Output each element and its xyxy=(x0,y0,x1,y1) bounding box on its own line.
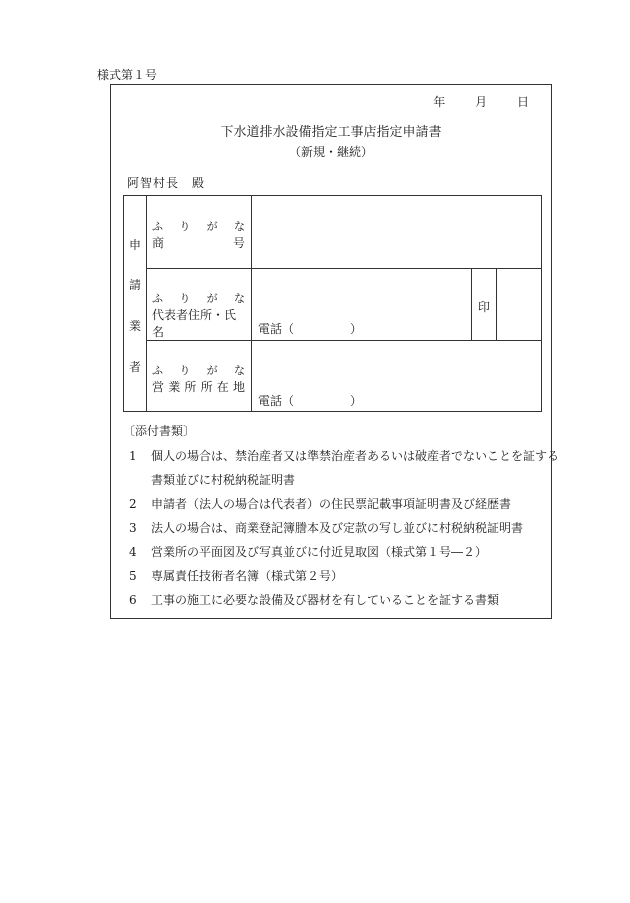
date-year: 年 xyxy=(433,95,446,109)
trade-name-row xyxy=(146,196,541,269)
representative-label: 代表者住所・氏名 xyxy=(152,308,237,339)
applicant-header-char: 請 xyxy=(128,278,141,292)
attachments-title: 〔添付書類〕 xyxy=(123,424,196,438)
representative-phone: 電話（ ） xyxy=(258,322,363,336)
applicant-header-char: 者 xyxy=(128,360,141,374)
form-number: 様式第１号 xyxy=(97,68,158,82)
applicant-table xyxy=(123,195,542,412)
application-form-frame xyxy=(110,84,560,619)
trade-name-furigana: ふ り が な xyxy=(152,220,245,233)
attachment-item: 1 個人の場合は、禁治産者又は準禁治産者あるいは破産者でないことを証する xyxy=(129,449,560,463)
date-day: 日 xyxy=(516,95,529,109)
attachment-item: 6 工事の施工に必要な設備及び器材を有していることを証する書類 xyxy=(129,593,500,607)
representative-furigana: ふ り が な xyxy=(152,292,245,305)
applicant-header-char: 業 xyxy=(128,319,141,333)
representative-row xyxy=(146,268,541,341)
trade-name-label: 商 号 xyxy=(152,236,245,250)
office-label-cell xyxy=(146,340,252,411)
attachment-item: 5 専属責任技術者名簿（様式第２号） xyxy=(129,569,344,583)
office-label: 営 業 所 所 在 地 xyxy=(152,380,245,394)
form-title: 下水道排水設備指定工事店指定申請書 xyxy=(220,125,442,140)
attachment-item: 4 営業所の平面図及び写真並びに付近見取図（様式第１号―２） xyxy=(129,545,488,559)
office-row xyxy=(146,340,541,411)
attachment-item-continuation: 書類並びに村税納税証明書 xyxy=(151,473,296,487)
seal-mark: 印 xyxy=(477,300,490,314)
seal-column xyxy=(471,268,497,340)
form-subtitle: （新規・継続） xyxy=(288,145,373,159)
office-furigana: ふ り が な xyxy=(152,364,245,377)
attachment-item: 3 法人の場合は、商業登記簿謄本及び定款の写し並びに村税納税証明書 xyxy=(129,521,524,535)
date-line xyxy=(407,93,529,110)
applicant-header-char: 申 xyxy=(128,238,141,252)
applicant-vertical-header xyxy=(124,196,147,411)
trade-name-label-cell xyxy=(146,196,252,268)
attachment-item: 2 申請者（法人の場合は代表者）の住民票記載事項証明書及び経歴書 xyxy=(129,497,512,511)
office-phone: 電話（ ） xyxy=(258,394,363,408)
representative-label-cell xyxy=(146,268,252,340)
addressee: 阿智村長 殿 xyxy=(127,176,206,190)
date-month: 月 xyxy=(475,95,488,109)
